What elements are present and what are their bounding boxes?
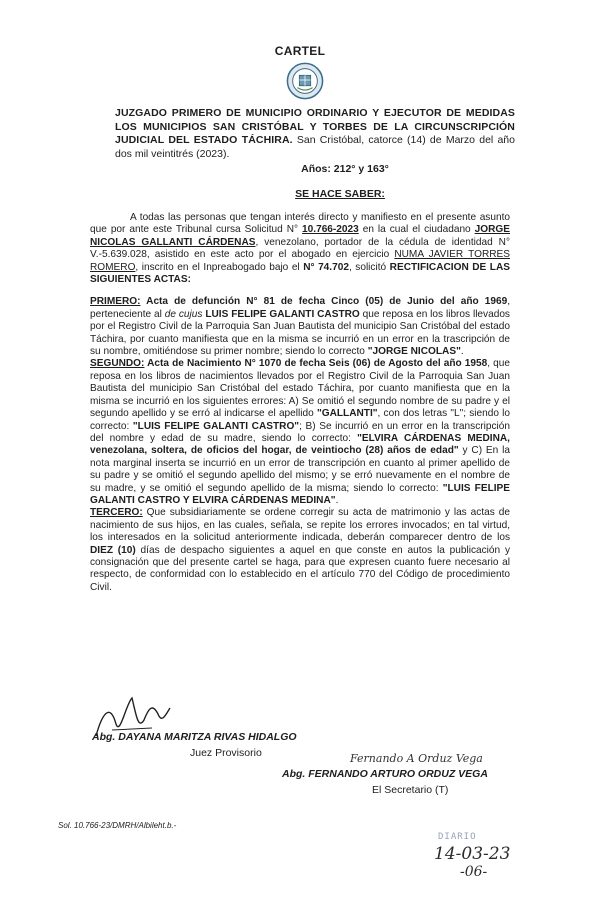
court-seal-icon <box>286 62 324 100</box>
stamp-date: 14-03-23 <box>434 844 511 864</box>
primero-text-2: que reposa en los libros llevados por el Registro Civil de la Parroquia San Juan Bautista del municipio San Cristóbal del estado Táchira, por cuanto manifiesta que en la misma se incurrió en un error en la trascripción de su nombre, omitiéndose su primer nombre; siendo lo correcto <box>90 308 510 358</box>
primero-paragraph <box>90 296 510 358</box>
secretary-role: El Secretario (T) <box>372 784 449 796</box>
lawyer-name: NUMA JAVIER TORRES ROMERO <box>90 249 511 273</box>
intro-paragraph <box>90 212 510 286</box>
judge-name: Abg. DAYANA MARITZA RIVAS HIDALGO <box>92 731 297 743</box>
segundo-text-5: . <box>335 494 339 506</box>
reference-footer: Sol. 10.766-23/DMRH/Albileht.b.- <box>58 821 177 830</box>
inpre-number: N° 74.702 <box>303 261 349 273</box>
tercero-label: TERCERO: <box>90 507 143 519</box>
segundo-mother-correct: "ELVIRA CÁRDENAS MEDINA, venezolana, soltera, de oficios del hogar, de veintiocho (28) años de edad" <box>90 432 510 457</box>
segundo-text-1: , que reposa en los libros de nacimientos llevados por el Registro Civil de la Parroquia San Juan Bautista del municipio San Cristóbal del estado Táchira, por cuanto manifiesta que en la misma se incurrió en los siguientes errores: A) Se omitió el segundo nombre de su padre y el segundo apellido y se erró al indicarse el apellido <box>90 358 510 420</box>
judge-role: Juez Provisorio <box>190 747 262 759</box>
intro-text-2: en la cual el ciudadano <box>358 224 475 236</box>
segundo-label: SEGUNDO: <box>90 358 145 370</box>
request-number: 10.766-2023 <box>302 224 359 236</box>
primero-label: PRIMERO: <box>90 296 141 308</box>
segundo-paragraph <box>90 358 510 507</box>
segundo-text-3: ; B) Se incurrió en un error en la transcripción del nombre y edad de su madre, siendo lo correcto: <box>90 420 510 444</box>
tercero-text-2: días de despacho siguientes a aquel en que conste en autos la publicación y consignación que del presente cartel se haga, para que expresen cuanto fuere necesario al respecto, de conformidad con lo establecido en el artículo 770 del Código de procedimiento Civil. <box>90 544 510 593</box>
intro-text-4: , inscrito en el Inpreabogado bajo el <box>135 261 304 273</box>
stamp-label: DIARIO <box>438 832 477 842</box>
primero-act: Acta de defunción N° 81 de fecha Cinco (05) de Junio del año 1969 <box>140 296 508 308</box>
document-body <box>90 212 510 594</box>
tercero-text-1: Que subsidiariamente se ordene corregir su acta de matrimonio y las actas de nacimiento de sus hijos, en las cuales, señala, se repite los errores invocados; en tal virtud, los interesados en la solicitud anteriormente indicada, deberán comparecer dentro de los <box>90 507 510 544</box>
received-stamp <box>420 832 540 887</box>
document-title: CARTEL <box>274 44 326 58</box>
intro-text-3: , venezolano, portador de la cédula de identidad N° V.-5.639.028, asistido en este acto por el abogado en ejercicio <box>90 236 510 261</box>
segundo-final-correct: "LUIS FELIPE GALANTI CASTRO Y ELVIRA CÁRDENAS MEDINA" <box>90 482 510 506</box>
stamp-number: -06- <box>460 864 488 880</box>
announcement <box>0 188 600 200</box>
segundo-wrong-surname: "GALLANTI" <box>316 408 378 420</box>
announcement-text: SE HACE SABER: <box>295 188 385 200</box>
rectification-heading: RECTIFICACION DE LAS SIGUIENTES ACTAS: <box>90 261 510 286</box>
secretary-handwritten-signature: Fernando A Orduz Vega <box>350 752 483 765</box>
court-heading <box>115 107 515 161</box>
segundo-text-2: , con dos letras "L"; siendo lo correcto: <box>90 408 511 432</box>
primero-deceased: LUIS FELIPE GALANTI CASTRO <box>202 308 360 320</box>
primero-text-3: . <box>460 346 464 358</box>
citizen-name: JORGE NICOLAS GALLANTI CÁRDENAS <box>90 224 510 248</box>
segundo-father-correct: "LUIS FELIPE GALANTI CASTRO" <box>132 420 300 432</box>
primero-italic: de cujus <box>164 308 203 320</box>
secretary-name: Abg. FERNANDO ARTURO ORDUZ VEGA <box>282 768 488 780</box>
intro-text-1: A todas las personas que tengan interés directo y manifiesto en el presente asunto que por ante este Tribunal cursa Solicitud N° <box>90 212 510 236</box>
tercero-paragraph <box>90 507 510 594</box>
primero-correct: "JORGE NICOLAS" <box>367 346 461 358</box>
tercero-days: DIEZ (10) <box>90 544 136 556</box>
intro-text-6: , solicitó <box>348 261 390 273</box>
segundo-text-4: y C) En la nota marginal inserta se incurrió en un error de transcripción en cuanto al primer apellido de su padre y se omitió el segundo apellido del mismo; y se erró nuevamente en el nombre de su madre, y se omitió el segundo apellido de la misma; siendo lo correcto: <box>90 445 510 494</box>
primero-text-1: , perteneciente al <box>90 296 510 320</box>
court-date: San Cristóbal, catorce (14) de Marzo del año dos mil veintitrés (2023). <box>115 134 515 160</box>
court-name: JUZGADO PRIMERO DE MUNICIPIO ORDINARIO Y EJECUTOR DE MEDIDAS LOS MUNICIPIOS SAN CRISTÓBAL Y TORBES DE LA CIRCUNSCRIPCIÓN JUDICIAL DEL ESTADO TÁCHIRA. <box>115 107 515 146</box>
segundo-act: Acta de Nacimiento N° 1070 de fecha Seis (06) de Agosto del año 1958 <box>144 358 488 370</box>
years-line: Años: 212° y 163° <box>301 163 389 175</box>
